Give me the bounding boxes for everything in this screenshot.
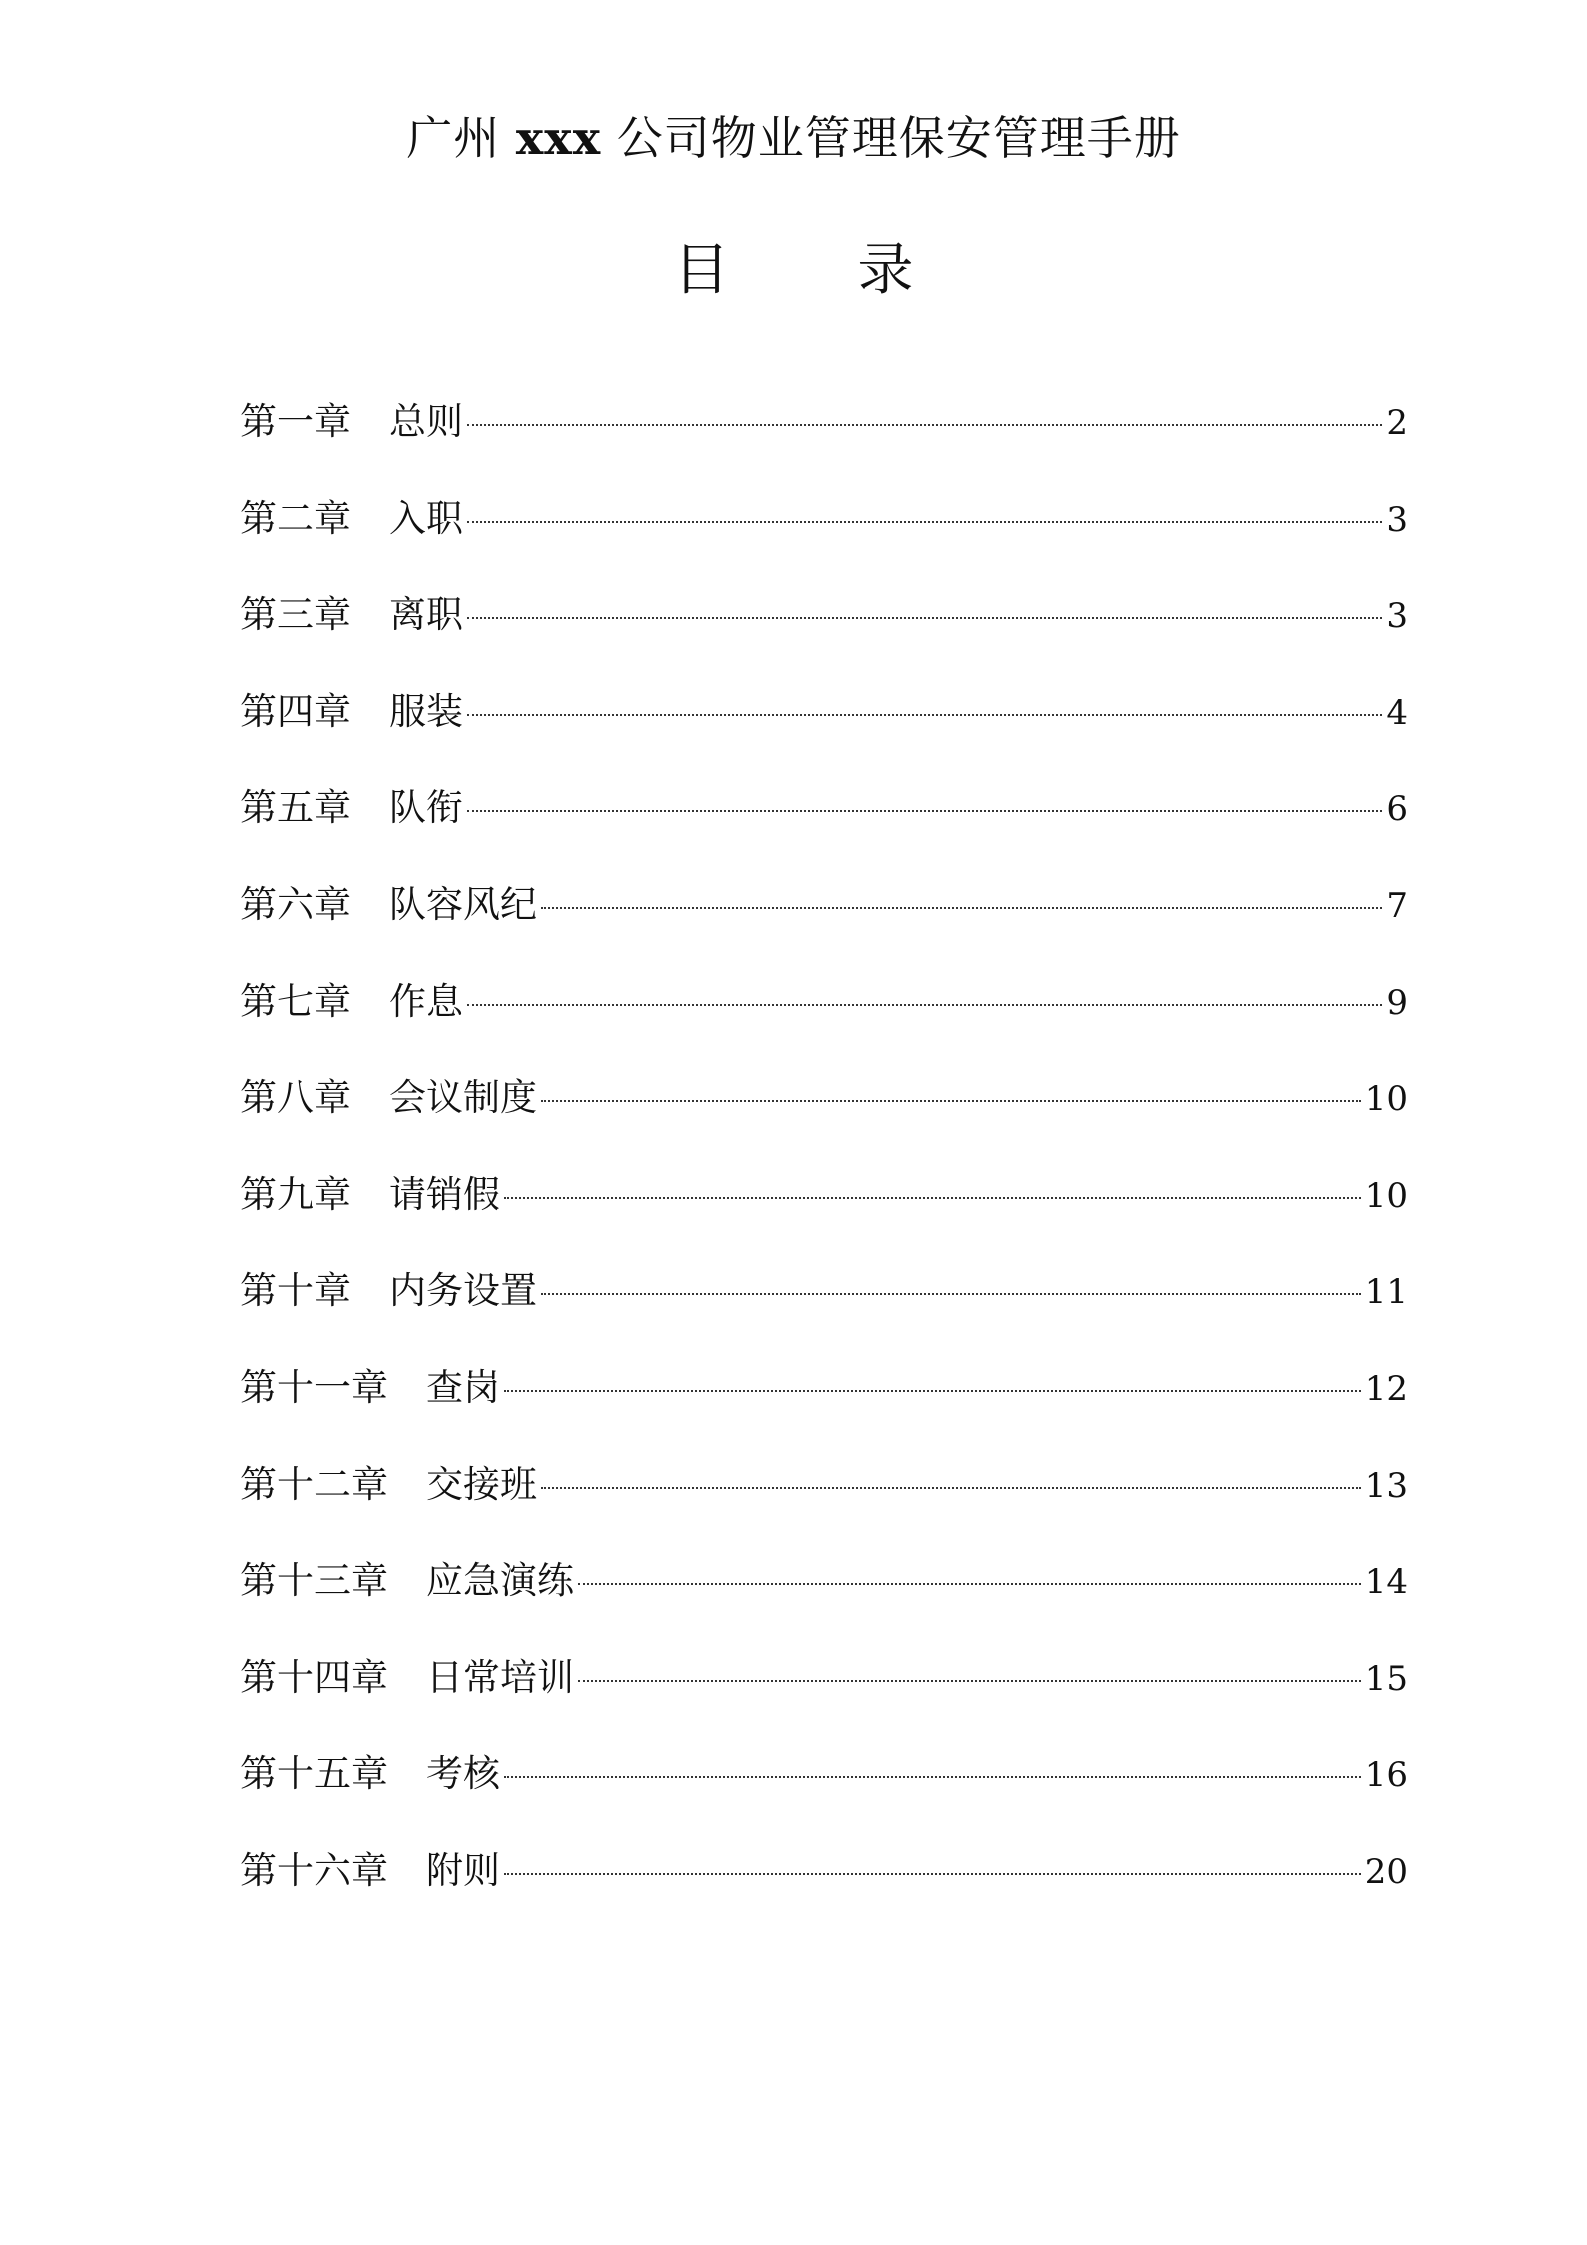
toc-page-number: 12 bbox=[1364, 1368, 1408, 1409]
toc-dot-leader bbox=[504, 1872, 1361, 1875]
toc-chapter-number: 第十章 bbox=[240, 1269, 351, 1313]
toc-chapter-title: 考核 bbox=[426, 1752, 500, 1796]
toc-page-number: 3 bbox=[1386, 499, 1408, 540]
toc-page-number: 11 bbox=[1364, 1272, 1408, 1313]
toc-dot-leader bbox=[467, 713, 1382, 716]
toc-chapter-number: 第十三章 bbox=[240, 1559, 388, 1603]
toc-dot-leader bbox=[578, 1582, 1361, 1585]
toc-chapter-title: 作息 bbox=[389, 979, 463, 1023]
toc-chapter-title: 附则 bbox=[426, 1848, 500, 1892]
toc-dot-leader bbox=[541, 906, 1382, 909]
document-title bbox=[0, 108, 1587, 168]
toc-chapter-number: 第十二章 bbox=[240, 1462, 388, 1506]
toc-chapter-number: 第十四章 bbox=[240, 1655, 388, 1699]
toc-page-number: 7 bbox=[1386, 885, 1408, 926]
toc-page-number: 20 bbox=[1364, 1851, 1408, 1892]
toc-dot-leader bbox=[467, 423, 1382, 426]
toc-chapter-number: 第二章 bbox=[240, 496, 351, 540]
toc-page-number: 4 bbox=[1386, 692, 1408, 733]
toc-dot-leader bbox=[467, 809, 1382, 812]
toc-entry[interactable] bbox=[240, 1068, 1408, 1165]
toc-chapter-title: 队衔 bbox=[389, 786, 463, 830]
toc-entry[interactable] bbox=[240, 1455, 1408, 1552]
toc-dot-leader bbox=[467, 520, 1382, 523]
toc-chapter-number: 第四章 bbox=[240, 689, 351, 733]
toc-page-number: 13 bbox=[1364, 1465, 1408, 1506]
toc-entry[interactable] bbox=[240, 1261, 1408, 1358]
title-company-name: xxx bbox=[515, 111, 602, 165]
toc-chapter-title: 队容风纪 bbox=[389, 882, 537, 926]
toc-page-number: 15 bbox=[1364, 1658, 1408, 1699]
toc-chapter-number: 第七章 bbox=[240, 979, 351, 1023]
toc-chapter-number: 第十五章 bbox=[240, 1752, 388, 1796]
toc-heading-left: 目 bbox=[673, 238, 730, 303]
toc-chapter-title: 日常培训 bbox=[426, 1655, 574, 1699]
toc-dot-leader bbox=[541, 1099, 1361, 1102]
toc-chapter-title: 总则 bbox=[389, 400, 463, 443]
toc-chapter-title: 会议制度 bbox=[389, 1076, 537, 1120]
toc-page-number: 10 bbox=[1364, 1175, 1408, 1216]
toc-page-number: 16 bbox=[1364, 1755, 1408, 1796]
toc-heading bbox=[0, 236, 1587, 306]
toc-dot-leader bbox=[541, 1486, 1361, 1489]
table-of-contents bbox=[240, 392, 1408, 1938]
toc-entry[interactable] bbox=[240, 1551, 1408, 1648]
toc-heading-right: 录 bbox=[857, 238, 914, 303]
toc-entry[interactable] bbox=[240, 489, 1408, 586]
toc-dot-leader bbox=[541, 1292, 1361, 1295]
toc-page-number: 14 bbox=[1364, 1562, 1408, 1603]
toc-chapter-title: 离职 bbox=[389, 593, 463, 637]
toc-chapter-number: 第一章 bbox=[240, 400, 351, 443]
toc-chapter-title: 应急演练 bbox=[426, 1559, 574, 1603]
toc-entry[interactable] bbox=[240, 875, 1408, 972]
toc-dot-leader bbox=[504, 1775, 1361, 1778]
toc-dot-leader bbox=[578, 1679, 1361, 1682]
toc-entry[interactable] bbox=[240, 1841, 1408, 1938]
toc-entry[interactable] bbox=[240, 682, 1408, 779]
toc-dot-leader bbox=[467, 1003, 1382, 1006]
toc-chapter-title: 入职 bbox=[389, 496, 463, 540]
toc-dot-leader bbox=[504, 1389, 1361, 1392]
toc-entry[interactable] bbox=[240, 585, 1408, 682]
toc-entry[interactable] bbox=[240, 1358, 1408, 1455]
title-suffix: 公司物业管理保安管理手册 bbox=[616, 111, 1181, 165]
toc-page-number: 10 bbox=[1364, 1079, 1408, 1120]
toc-chapter-number: 第十一章 bbox=[240, 1365, 388, 1409]
toc-chapter-number: 第十六章 bbox=[240, 1848, 388, 1892]
toc-chapter-number: 第八章 bbox=[240, 1076, 351, 1120]
toc-chapter-number: 第五章 bbox=[240, 786, 351, 830]
toc-entry[interactable] bbox=[240, 1648, 1408, 1745]
toc-chapter-title: 查岗 bbox=[426, 1365, 500, 1409]
toc-page-number: 2 bbox=[1386, 403, 1408, 443]
toc-page-number: 9 bbox=[1386, 982, 1408, 1023]
toc-dot-leader bbox=[467, 616, 1382, 619]
toc-page-number: 6 bbox=[1386, 789, 1408, 830]
toc-entry[interactable] bbox=[240, 1744, 1408, 1841]
toc-chapter-title: 内务设置 bbox=[389, 1269, 537, 1313]
toc-chapter-title: 服装 bbox=[389, 689, 463, 733]
toc-page-number: 3 bbox=[1386, 596, 1408, 637]
toc-chapter-number: 第六章 bbox=[240, 882, 351, 926]
toc-entry[interactable] bbox=[240, 1165, 1408, 1262]
toc-entry[interactable] bbox=[240, 972, 1408, 1069]
toc-entry[interactable] bbox=[240, 778, 1408, 875]
toc-dot-leader bbox=[504, 1196, 1361, 1199]
title-prefix: 广州 bbox=[406, 111, 501, 165]
toc-chapter-number: 第九章 bbox=[240, 1172, 351, 1216]
toc-chapter-number: 第三章 bbox=[240, 593, 351, 637]
toc-chapter-title: 交接班 bbox=[426, 1462, 537, 1506]
toc-entry[interactable] bbox=[240, 392, 1408, 489]
toc-chapter-title: 请销假 bbox=[389, 1172, 500, 1216]
